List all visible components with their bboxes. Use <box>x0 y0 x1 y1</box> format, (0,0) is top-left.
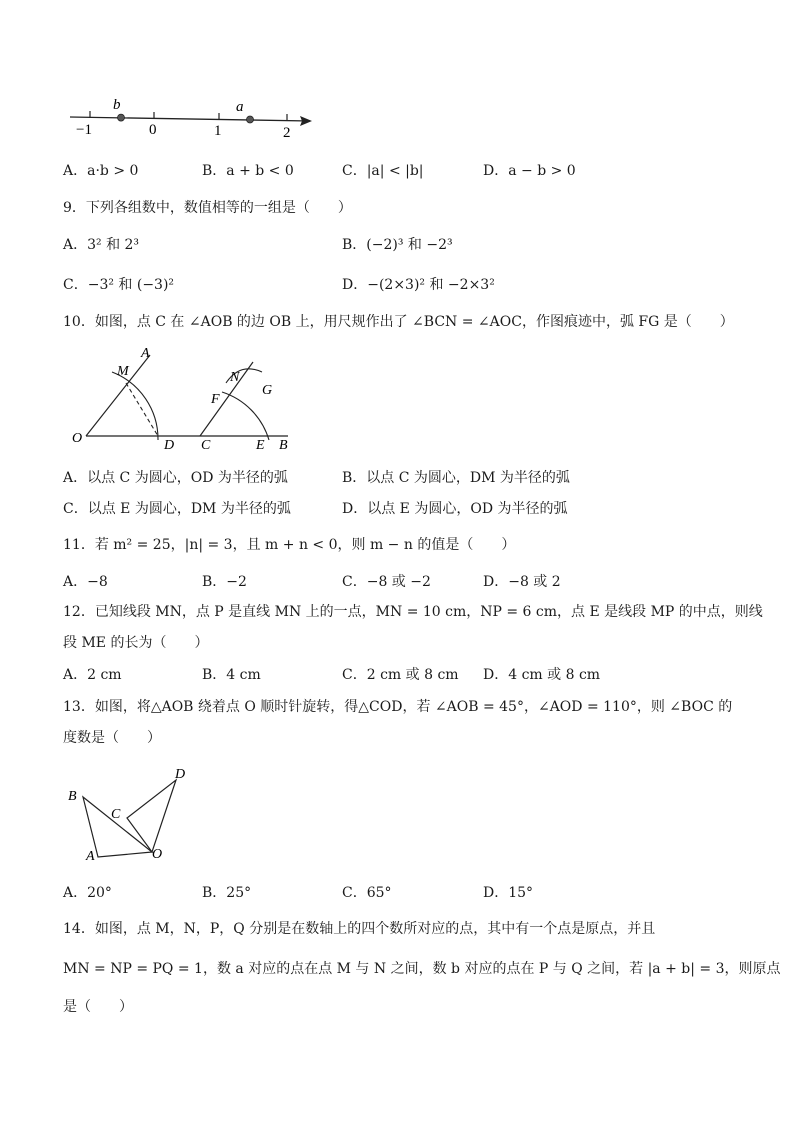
q10-option-a: A．以点 C 为圆心，OD 为半径的弧 <box>63 470 288 486</box>
label-N: N <box>230 370 240 385</box>
label-A: A <box>141 346 150 361</box>
q14-stem-line3: 是（ ） <box>63 999 133 1015</box>
q9-option-b: B．(−2)³ 和 −2³ <box>342 237 453 253</box>
q8-option-b: B．a + b < 0 <box>202 163 294 179</box>
q13-option-b: B．25° <box>202 885 252 901</box>
q12-stem-line2: 段 ME 的长为（ ） <box>63 635 209 651</box>
q10-option-c: C．以点 E 为圆心，DM 为半径的弧 <box>63 501 291 517</box>
q13-stem-line1: 13．如图，将△AOB 绕着点 O 顺时针旋转，得△COD，若 ∠AOB = 45°，∠AOD = 110°，则 ∠BOC 的 <box>63 699 733 715</box>
q11-option-a: A．−8 <box>63 574 108 590</box>
q12-option-c: C．2 cm 或 8 cm <box>342 667 459 683</box>
triangle-cod <box>127 780 176 852</box>
label-O: O <box>152 847 163 862</box>
label-F: F <box>211 392 220 407</box>
label-C: C <box>111 807 121 822</box>
label-M: M <box>117 364 129 379</box>
label-O: O <box>72 431 83 446</box>
q11-stem: 11．若 m² = 25，|n| = 3，且 m + n < 0，则 m − n 的值是（ ） <box>63 537 516 553</box>
tick-label-0: 0 <box>149 122 157 138</box>
q12-stem-line1: 12．已知线段 MN，点 P 是直线 MN 上的一点，MN = 10 cm，NP = 6 cm，点 E 是线段 MP 的中点，则线 <box>63 604 763 620</box>
label-G: G <box>262 383 273 398</box>
q9-stem: 9．下列各组数中，数值相等的一组是（ ） <box>63 200 352 216</box>
label-E: E <box>256 438 265 453</box>
q13-option-d: D．15° <box>483 885 534 901</box>
q9-option-d: D．−(2×3)² 和 −2×3² <box>342 277 495 293</box>
q13-stem-line2: 度数是（ ） <box>63 730 161 746</box>
label-D: D <box>175 767 186 782</box>
q10-option-d: D．以点 E 为圆心，OD 为半径的弧 <box>342 501 568 517</box>
q9-option-a: A．3² 和 2³ <box>63 237 140 253</box>
label-D: D <box>164 438 175 453</box>
q8-option-c: C．|a| < |b| <box>342 163 424 179</box>
q13-option-a: A．20° <box>63 885 112 901</box>
q8-option-a: A．a·b > 0 <box>63 163 139 179</box>
q9-option-c: C．−3² 和 (−3)² <box>63 277 175 293</box>
label-B: B <box>279 438 288 453</box>
point-b-label: b <box>113 97 121 113</box>
q12-option-b: B．4 cm <box>202 667 261 683</box>
label-C: C <box>201 438 211 453</box>
q14-stem-line1: 14．如图，点 M，N，P，Q 分别是在数轴上的四个数所对应的点，其中有一个点是原点，并且 <box>63 921 656 937</box>
tick-label-2: 2 <box>283 125 291 141</box>
q14-stem-line2: MN = NP = PQ = 1，数 a 对应的点在点 M 与 N 之间，数 b 对应的点在 P 与 Q 之间，若 |a + b| = 3，则原点 <box>63 961 781 977</box>
tick-label-neg1: −1 <box>76 122 92 138</box>
q8-option-d: D．a − b > 0 <box>483 163 576 179</box>
q10-option-b: B．以点 C 为圆心，DM 为半径的弧 <box>342 470 570 486</box>
tick-label-1: 1 <box>214 123 222 139</box>
q10-stem: 10．如图，点 C 在 ∠AOB 的边 OB 上，用尺规作出了 ∠BCN = ∠AOC，作图痕迹中，弧 FG 是（ ） <box>63 314 734 330</box>
q11-option-d: D．−8 或 2 <box>483 574 561 590</box>
q12-option-d: D．4 cm 或 8 cm <box>483 667 601 683</box>
label-A: A <box>86 849 95 864</box>
point-a-label: a <box>236 99 244 115</box>
q11-option-c: C．−8 或 −2 <box>342 574 431 590</box>
label-B: B <box>68 789 77 804</box>
q12-option-a: A．2 cm <box>63 667 122 683</box>
q11-option-b: B．−2 <box>202 574 247 590</box>
q13-option-c: C．65° <box>342 885 392 901</box>
